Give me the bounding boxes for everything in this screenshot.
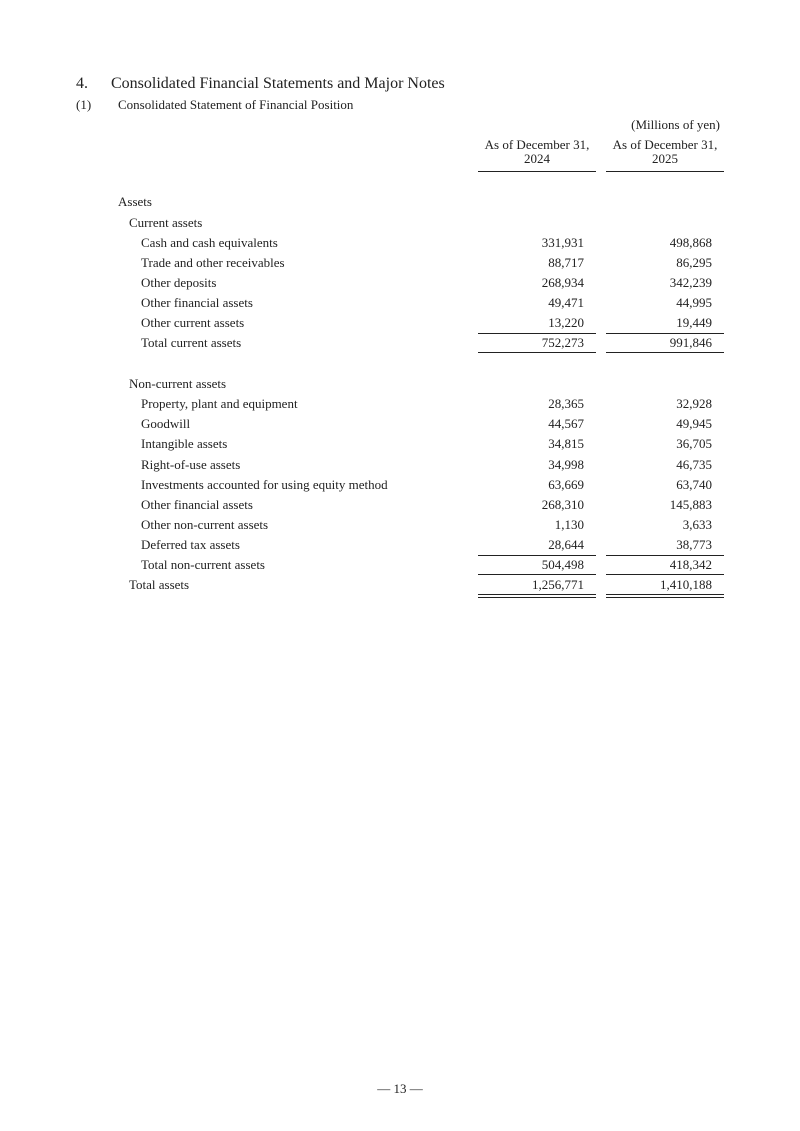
- table-row: [0, 273, 800, 293]
- row-label: Property, plant and equipment: [141, 396, 298, 411]
- table-row: [0, 495, 800, 515]
- value-2025: 38,773: [676, 537, 712, 552]
- table-row: [0, 333, 800, 353]
- column-header-rule: [478, 171, 596, 172]
- section-number: 4.: [76, 75, 88, 92]
- row-label: Other financial assets: [141, 295, 253, 310]
- row-label: Other non-current assets: [141, 517, 269, 532]
- column-header-2025: [606, 138, 724, 166]
- table-row: [0, 313, 800, 333]
- table-row: [0, 535, 800, 555]
- value-2024: 504,498: [541, 557, 584, 572]
- table-row: [0, 434, 800, 454]
- value-2025: 32,928: [676, 396, 712, 411]
- row-label: Cash and cash equivalents: [141, 235, 278, 250]
- value-2025: 418,342: [669, 557, 712, 572]
- value-2024: 63,669: [548, 477, 584, 492]
- value-2025: 36,705: [676, 436, 712, 451]
- value-2024: 331,931: [541, 235, 584, 250]
- value-2024: 28,365: [548, 396, 584, 411]
- value-2024: 268,310: [541, 497, 584, 512]
- table-row: [0, 253, 800, 273]
- table-row: [0, 233, 800, 253]
- value-2025: 991,846: [669, 335, 712, 350]
- value-2024: 49,471: [548, 295, 584, 310]
- value-2025: 19,449: [676, 315, 712, 330]
- table-row: [0, 515, 800, 535]
- value-2024: 752,273: [541, 335, 584, 350]
- row-label: Assets: [118, 194, 152, 209]
- value-2025: 1,410,188: [660, 577, 712, 592]
- row-label: Other financial assets: [141, 497, 253, 512]
- value-2025: 86,295: [676, 255, 712, 270]
- section-title: Consolidated Financial Statements and Major Notes: [111, 75, 445, 92]
- table-row: [0, 575, 800, 595]
- total-rule: [606, 352, 724, 353]
- row-label: Total assets: [129, 577, 190, 592]
- value-2025: 498,868: [669, 235, 712, 250]
- column-header-line2: 2024: [524, 151, 550, 166]
- column-header-line1: As of December 31,: [484, 137, 590, 152]
- total-rule: [478, 352, 596, 353]
- column-header-line2: 2025: [652, 151, 678, 166]
- table-row: [0, 555, 800, 575]
- value-2024: 13,220: [548, 315, 584, 330]
- row-label: Non-current assets: [129, 376, 227, 391]
- value-2025: 49,945: [676, 416, 712, 431]
- row-label: Right-of-use assets: [141, 457, 241, 472]
- row-label: Goodwill: [141, 416, 191, 431]
- column-header-line1: As of December 31,: [612, 137, 718, 152]
- row-label: Investments accounted for using equity method: [141, 477, 388, 492]
- row-label: Other current assets: [141, 315, 245, 330]
- value-2025: 145,883: [669, 497, 712, 512]
- value-2024: 34,998: [548, 457, 584, 472]
- value-2025: 46,735: [676, 457, 712, 472]
- table-row: [0, 414, 800, 434]
- row-label: Intangible assets: [141, 436, 228, 451]
- value-2025: 63,740: [676, 477, 712, 492]
- value-2024: 34,815: [548, 436, 584, 451]
- row-label: Deferred tax assets: [141, 537, 240, 552]
- table-row: [0, 374, 800, 394]
- grand-total-double-rule: [606, 594, 724, 598]
- row-label: Current assets: [129, 215, 203, 230]
- subsection-number: (1): [76, 97, 92, 112]
- row-label: Total current assets: [141, 335, 242, 350]
- table-row: [0, 192, 800, 212]
- value-2024: 28,644: [548, 537, 584, 552]
- unit-label: (Millions of yen): [631, 117, 720, 132]
- table-row: [0, 293, 800, 313]
- column-header-2024: [478, 138, 596, 166]
- table-row: [0, 213, 800, 233]
- table-row: [0, 394, 800, 414]
- row-label: Total non-current assets: [141, 557, 265, 572]
- value-2024: 268,934: [541, 275, 584, 290]
- value-2024: 88,717: [548, 255, 584, 270]
- row-label: Trade and other receivables: [141, 255, 285, 270]
- value-2025: 342,239: [669, 275, 712, 290]
- subsection-title: Consolidated Statement of Financial Position: [118, 97, 354, 112]
- value-2025: 3,633: [682, 517, 712, 532]
- row-label: Other deposits: [141, 275, 217, 290]
- table-row: [0, 455, 800, 475]
- value-2024: 1,256,771: [532, 577, 584, 592]
- grand-total-double-rule: [478, 594, 596, 598]
- value-2024: 44,567: [548, 416, 584, 431]
- column-header-rule: [606, 171, 724, 172]
- table-row: [0, 475, 800, 495]
- page-number: — 13 —: [377, 1081, 423, 1096]
- value-2025: 44,995: [676, 295, 712, 310]
- value-2024: 1,130: [554, 517, 584, 532]
